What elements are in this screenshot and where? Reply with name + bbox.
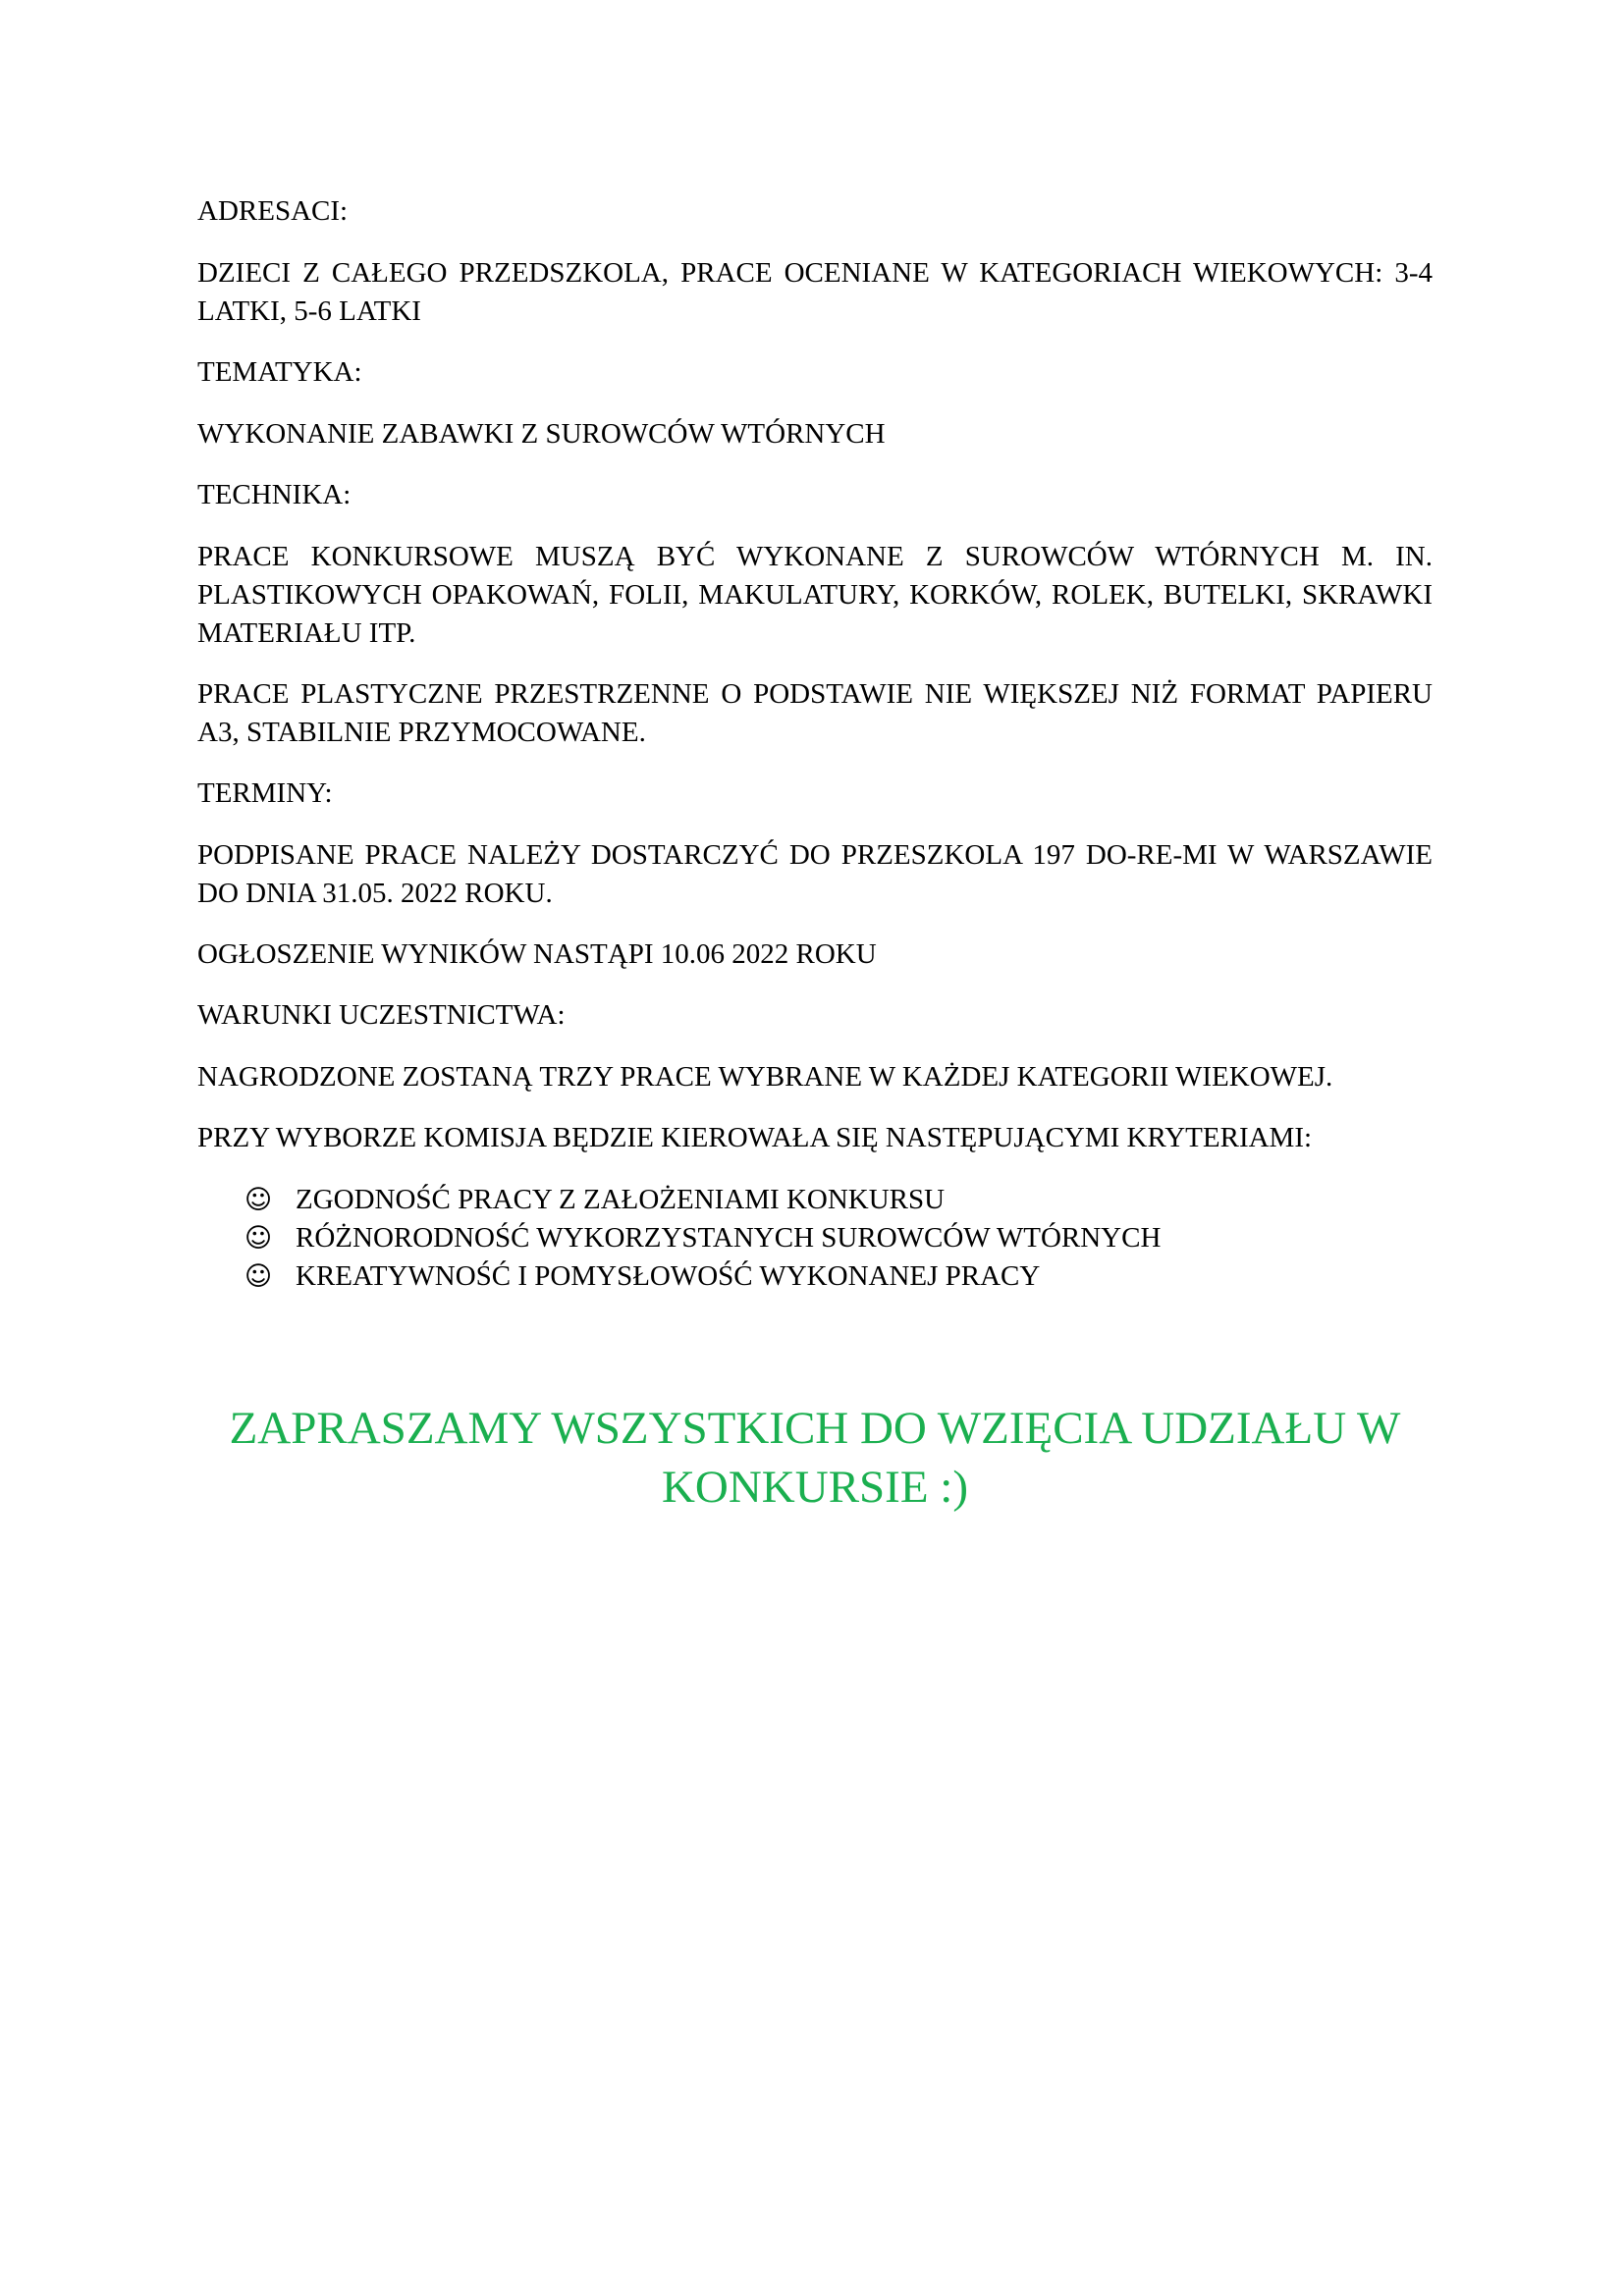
section-heading-tematyka: TEMATYKA: [197, 356, 362, 388]
adresaci-text: DZIECI Z CAŁEGO PRZEDSZKOLA, PRACE OCENIANE W KATEGORIACH WIEKOWYCH: 3-4 LATKI, 5-6 LATKI [197, 257, 1433, 327]
section-heading-adresaci: ADRESACI: [197, 195, 349, 227]
terminy-text-delivery: PODPISANE PRACE NALEŻY DOSTARCZYĆ DO PRZESZKOLA 197 DO-RE-MI W WARSZAWIE DO DNIA 31.05. 2022 ROKU. [197, 839, 1433, 909]
document-body [197, 192, 1433, 1296]
terminy-text-results: OGŁOSZENIE WYNIKÓW NASTĄPI 10.06 2022 ROKU [197, 938, 877, 970]
list-item [244, 1257, 1433, 1296]
section-heading-warunki: WARUNKI UCZESTNICTWA: [197, 999, 566, 1031]
criteria-list [197, 1181, 1433, 1296]
smiley-icon: ☺ [244, 1261, 273, 1292]
section-heading-terminy: TERMINY: [197, 777, 333, 809]
technika-text-format: PRACE PLASTYCZNE PRZESTRZENNE O PODSTAWIE NIE WIĘKSZEJ NIŻ FORMAT PAPIERU A3, STABILNIE PRZYMOCOWANE. [197, 678, 1433, 748]
warunki-text-criteria-intro: PRZY WYBORZE KOMISJA BĘDZIE KIEROWAŁA SIĘ NASTĘPUJĄCYMI KRYTERIAMI: [197, 1122, 1313, 1153]
list-item [244, 1181, 1433, 1219]
criterion-label: ZGODNOŚĆ PRACY Z ZAŁOŻENIAMI KONKURSU [296, 1184, 946, 1215]
criterion-label: KREATYWNOŚĆ I POMYSŁOWOŚĆ WYKONANEJ PRACY [296, 1260, 1041, 1292]
criterion-label: RÓŻNORODNOŚĆ WYKORZYSTANYCH SUROWCÓW WTÓRNYCH [296, 1222, 1162, 1254]
smiley-icon: ☺ [244, 1223, 273, 1254]
section-heading-technika: TECHNIKA: [197, 479, 352, 510]
list-item [244, 1219, 1433, 1257]
smiley-icon: ☺ [244, 1185, 273, 1215]
warunki-text-awards: NAGRODZONE ZOSTANĄ TRZY PRACE WYBRANE W KAŻDEJ KATEGORII WIEKOWEJ. [197, 1061, 1333, 1093]
technika-text-materials: PRACE KONKURSOWE MUSZĄ BYĆ WYKONANE Z SUROWCÓW WTÓRNYCH M. IN. PLASTIKOWYCH OPAKOWAŃ, FOLII, MAKULATURY, KORKÓW, ROLEK, BUTELKI, SKRAWKI MATERIAŁU ITP. [197, 541, 1433, 649]
tematyka-text: WYKONANIE ZABAWKI Z SUROWCÓW WTÓRNYCH [197, 418, 886, 450]
invitation-banner: ZAPRASZAMY WSZYSTKICH DO WZIĘCIA UDZIAŁU W KONKURSIE :) [229, 1403, 1401, 1513]
